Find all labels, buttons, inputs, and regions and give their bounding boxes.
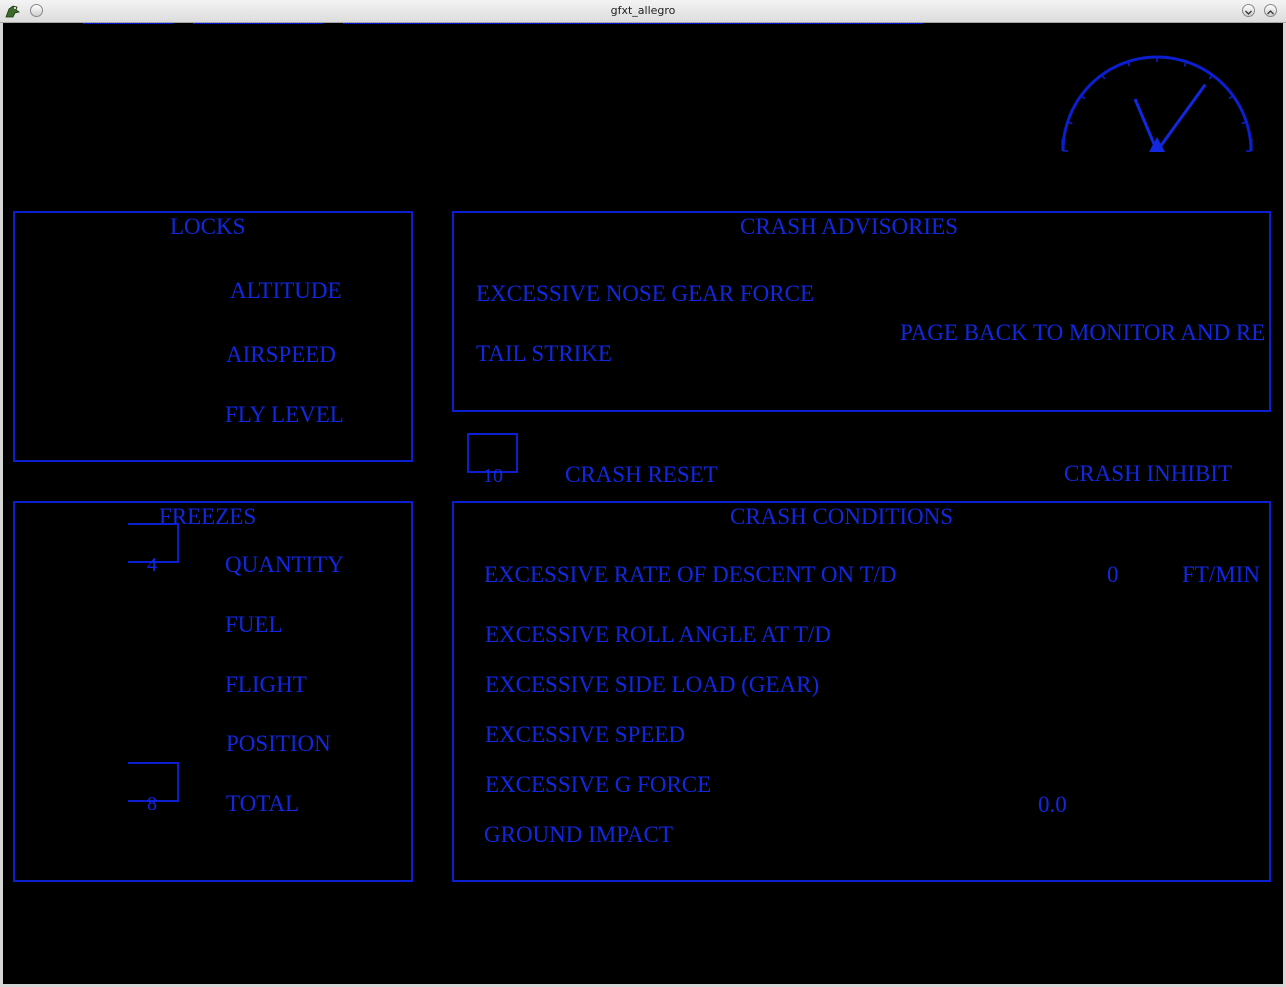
chevron-down-icon bbox=[1243, 7, 1254, 18]
g-force-value: 0.0 bbox=[1038, 792, 1067, 817]
locks-panel bbox=[13, 211, 413, 462]
gauge-needle bbox=[1157, 85, 1205, 151]
chevron-up-icon bbox=[1265, 7, 1276, 18]
freeze-quantity[interactable]: QUANTITY bbox=[225, 552, 344, 577]
freeze-flight[interactable]: FLIGHT bbox=[225, 672, 307, 697]
descent-value: 0 bbox=[1107, 562, 1119, 587]
quantity-value: 4 bbox=[147, 554, 157, 576]
crash-advisories-panel bbox=[452, 211, 1271, 412]
freeze-position[interactable]: POSITION bbox=[226, 731, 331, 756]
window-title: gfxt_allegro bbox=[610, 4, 676, 17]
lock-altitude[interactable]: ALTITUDE bbox=[230, 278, 342, 303]
advisory-tail-strike: TAIL STRIKE bbox=[476, 341, 612, 366]
condition-ground-impact: GROUND IMPACT bbox=[484, 822, 673, 847]
crash-advisories-title: CRASH ADVISORIES bbox=[734, 215, 964, 238]
gauge-ticks bbox=[1063, 57, 1251, 151]
crash-conditions-title: CRASH CONDITIONS bbox=[724, 505, 959, 528]
lock-airspeed[interactable]: AIRSPEED bbox=[226, 342, 336, 367]
gauge-arc bbox=[1063, 57, 1251, 151]
top-divider bbox=[343, 23, 923, 25]
crash-reset-counter: 10 bbox=[483, 465, 503, 487]
top-divider bbox=[193, 23, 323, 25]
freeze-fuel[interactable]: FUEL bbox=[225, 612, 283, 637]
minimize-button[interactable] bbox=[1242, 4, 1255, 17]
descent-unit: FT/MIN bbox=[1182, 562, 1260, 587]
advisory-nose-gear-force: EXCESSIVE NOSE GEAR FORCE bbox=[476, 281, 815, 306]
condition-side-load: EXCESSIVE SIDE LOAD (GEAR) bbox=[485, 672, 820, 697]
window-titlebar[interactable] bbox=[0, 0, 1286, 23]
condition-speed: EXCESSIVE SPEED bbox=[485, 722, 685, 747]
dial-gauge bbox=[1053, 43, 1263, 158]
crash-reset-button[interactable]: CRASH RESET bbox=[565, 462, 718, 487]
condition-roll-angle: EXCESSIVE ROLL ANGLE AT T/D bbox=[485, 622, 831, 647]
locks-title: LOCKS bbox=[164, 215, 251, 238]
condition-rate-of-descent: EXCESSIVE RATE OF DESCENT ON T/D bbox=[484, 562, 897, 587]
top-divider bbox=[83, 23, 173, 25]
total-value: 8 bbox=[147, 793, 157, 815]
condition-g-force: EXCESSIVE G FORCE bbox=[485, 772, 712, 797]
freeze-total[interactable]: TOTAL bbox=[226, 791, 300, 816]
lock-fly-level[interactable]: FLY LEVEL bbox=[225, 402, 344, 427]
display-canvas bbox=[3, 23, 1283, 984]
crash-inhibit-button[interactable]: CRASH INHIBIT bbox=[1064, 461, 1233, 486]
freezes-title: FREEZES bbox=[153, 505, 262, 528]
maximize-button[interactable] bbox=[1264, 4, 1277, 17]
freezes-panel bbox=[13, 501, 413, 882]
advisory-message: PAGE BACK TO MONITOR AND RE bbox=[900, 320, 1266, 345]
